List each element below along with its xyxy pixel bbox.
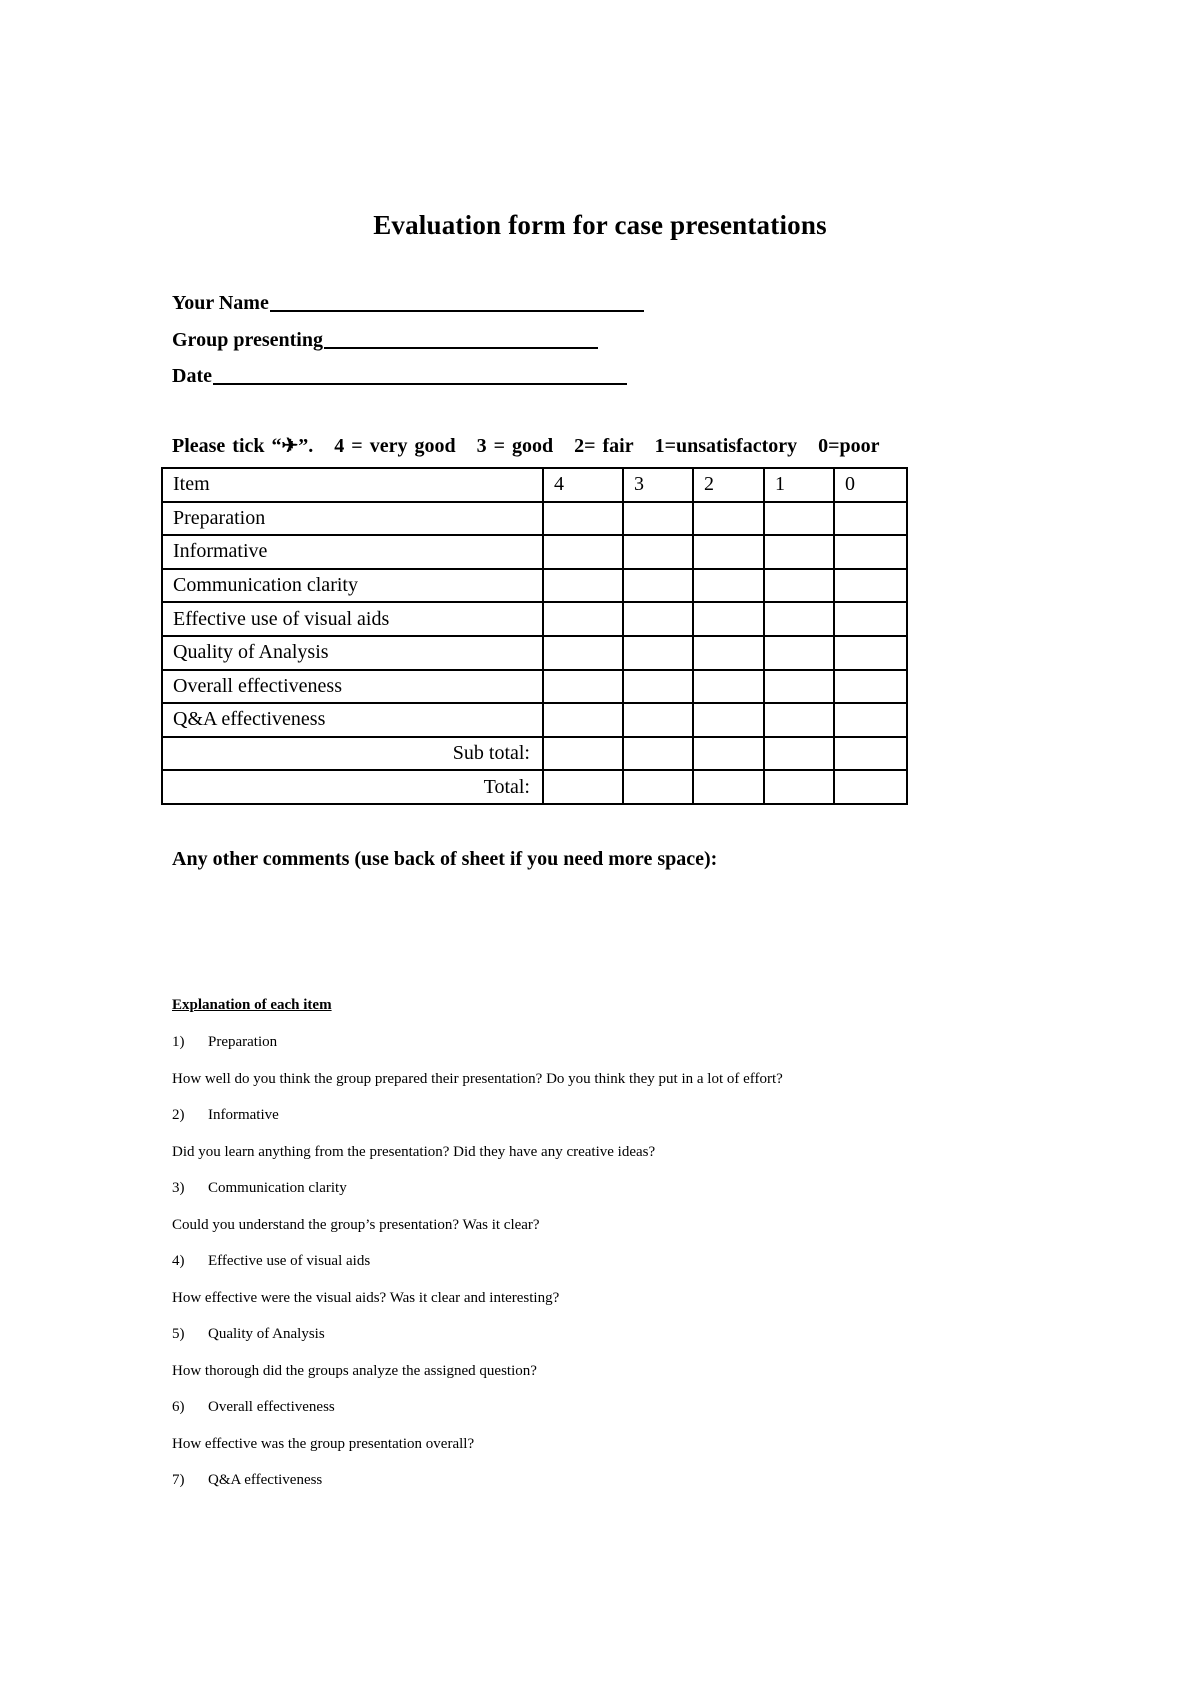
explanation-desc: Could you understand the group’s presentation? Was it clear? <box>172 1217 540 1233</box>
explanation-item-name: Effective use of visual aids <box>208 1253 371 1269</box>
group-presenting-label: Group presenting <box>172 329 323 351</box>
rating-cell[interactable] <box>764 535 834 569</box>
rating-cell[interactable] <box>693 569 764 603</box>
tick-instruction: Please tick “✈”. <box>172 435 314 457</box>
explanation-desc: How well do you think the group prepared their presentation? Do you think they put in a lot of effort? <box>172 1071 783 1087</box>
explanation-number: 5) <box>172 1326 185 1342</box>
rating-cell[interactable] <box>764 636 834 670</box>
scale-4: 4 = very good <box>334 435 456 457</box>
rating-cell[interactable] <box>693 670 764 704</box>
evaluation-table <box>161 467 908 805</box>
table-row <box>162 602 907 636</box>
explanation-desc: How effective were the visual aids? Was it clear and interesting? <box>172 1290 560 1306</box>
rating-cell[interactable] <box>834 569 907 603</box>
rating-cell[interactable] <box>693 602 764 636</box>
rating-cell[interactable] <box>693 535 764 569</box>
subtotal-cell[interactable] <box>834 737 907 771</box>
explanation-item <box>172 1034 277 1051</box>
scale-0: 0=poor <box>818 435 880 457</box>
header-1: 1 <box>764 468 834 502</box>
total-label: Total: <box>162 770 543 804</box>
header-2: 2 <box>693 468 764 502</box>
subtotal-cell[interactable] <box>543 737 623 771</box>
rating-cell[interactable] <box>543 502 623 536</box>
scale-3: 3 = good <box>476 435 554 457</box>
explanation-number: 7) <box>172 1472 185 1488</box>
group-presenting-field[interactable] <box>172 324 598 352</box>
subtotal-label: Sub total: <box>162 737 543 771</box>
explanation-number: 6) <box>172 1399 185 1415</box>
rating-cell[interactable] <box>693 703 764 737</box>
subtotal-cell[interactable] <box>693 737 764 771</box>
total-row <box>162 770 907 804</box>
rating-cell[interactable] <box>834 502 907 536</box>
subtotal-cell[interactable] <box>764 737 834 771</box>
table-row <box>162 703 907 737</box>
explanation-item <box>172 1253 370 1270</box>
total-cell[interactable] <box>764 770 834 804</box>
total-cell[interactable] <box>623 770 693 804</box>
total-cell[interactable] <box>693 770 764 804</box>
rating-cell[interactable] <box>764 502 834 536</box>
rating-cell[interactable] <box>693 636 764 670</box>
explanation-desc: Did you learn anything from the presentation? Did they have any creative ideas? <box>172 1144 656 1160</box>
explanation-item-name: Q&A effectiveness <box>208 1472 323 1488</box>
explanation-item <box>172 1472 322 1489</box>
rating-instruction <box>172 433 894 458</box>
rating-cell[interactable] <box>623 535 693 569</box>
explanation-number: 4) <box>172 1253 185 1269</box>
rating-cell[interactable] <box>623 636 693 670</box>
total-cell[interactable] <box>543 770 623 804</box>
rating-cell[interactable] <box>764 569 834 603</box>
rating-cell[interactable] <box>543 670 623 704</box>
explanation-item-name: Quality of Analysis <box>208 1326 325 1342</box>
rating-cell[interactable] <box>834 670 907 704</box>
item-label: Informative <box>162 535 543 569</box>
rating-cell[interactable] <box>623 602 693 636</box>
total-cell[interactable] <box>834 770 907 804</box>
explanation-heading: Explanation of each item <box>172 997 332 1013</box>
explanation-desc: How effective was the group presentation overall? <box>172 1436 475 1452</box>
explanation-item <box>172 1180 347 1197</box>
subtotal-row <box>162 737 907 771</box>
your-name-field[interactable] <box>172 287 644 315</box>
header-4: 4 <box>543 468 623 502</box>
your-name-line[interactable] <box>270 308 644 312</box>
subtotal-cell[interactable] <box>623 737 693 771</box>
table-header-row <box>162 468 907 502</box>
rating-cell[interactable] <box>543 602 623 636</box>
scale-2: 2= fair <box>574 435 634 457</box>
item-label: Preparation <box>162 502 543 536</box>
item-label: Q&A effectiveness <box>162 703 543 737</box>
rating-cell[interactable] <box>834 602 907 636</box>
explanation-item-name: Overall effectiveness <box>208 1399 335 1415</box>
rating-cell[interactable] <box>543 636 623 670</box>
item-label: Effective use of visual aids <box>162 602 543 636</box>
explanation-item-name: Communication clarity <box>208 1180 347 1196</box>
rating-cell[interactable] <box>623 569 693 603</box>
table-row <box>162 636 907 670</box>
rating-cell[interactable] <box>623 502 693 536</box>
header-0: 0 <box>834 468 907 502</box>
rating-cell[interactable] <box>764 703 834 737</box>
group-presenting-line[interactable] <box>324 345 598 349</box>
rating-cell[interactable] <box>764 670 834 704</box>
explanation-item-name: Preparation <box>208 1034 278 1050</box>
table-row <box>162 535 907 569</box>
rating-cell[interactable] <box>834 535 907 569</box>
rating-cell[interactable] <box>623 670 693 704</box>
explanation-number: 3) <box>172 1180 185 1196</box>
explanation-number: 1) <box>172 1034 185 1050</box>
header-item: Item <box>162 468 543 502</box>
table-row <box>162 670 907 704</box>
explanation-item <box>172 1326 325 1343</box>
table-row <box>162 502 907 536</box>
rating-cell[interactable] <box>834 636 907 670</box>
header-3: 3 <box>623 468 693 502</box>
table-row <box>162 569 907 603</box>
rating-cell[interactable] <box>693 502 764 536</box>
date-field[interactable] <box>172 360 627 388</box>
date-line[interactable] <box>213 381 627 385</box>
item-label: Overall effectiveness <box>162 670 543 704</box>
date-label: Date <box>172 365 212 387</box>
scale-1: 1=unsatisfactory <box>654 435 798 457</box>
rating-cell[interactable] <box>543 703 623 737</box>
item-label: Quality of Analysis <box>162 636 543 670</box>
item-label: Communication clarity <box>162 569 543 603</box>
explanation-number: 2) <box>172 1107 185 1123</box>
explanation-item <box>172 1399 335 1416</box>
rating-cell[interactable] <box>623 703 693 737</box>
rating-cell[interactable] <box>543 569 623 603</box>
comments-label: Any other comments (use back of sheet if you need more space): <box>172 848 718 870</box>
rating-cell[interactable] <box>834 703 907 737</box>
rating-cell[interactable] <box>764 602 834 636</box>
rating-cell[interactable] <box>543 535 623 569</box>
explanation-desc: How thorough did the groups analyze the assigned question? <box>172 1363 537 1379</box>
explanation-item <box>172 1107 279 1124</box>
your-name-label: Your Name <box>172 292 269 314</box>
explanation-item-name: Informative <box>208 1107 279 1123</box>
page-title: Evaluation form for case presentations <box>373 210 827 240</box>
